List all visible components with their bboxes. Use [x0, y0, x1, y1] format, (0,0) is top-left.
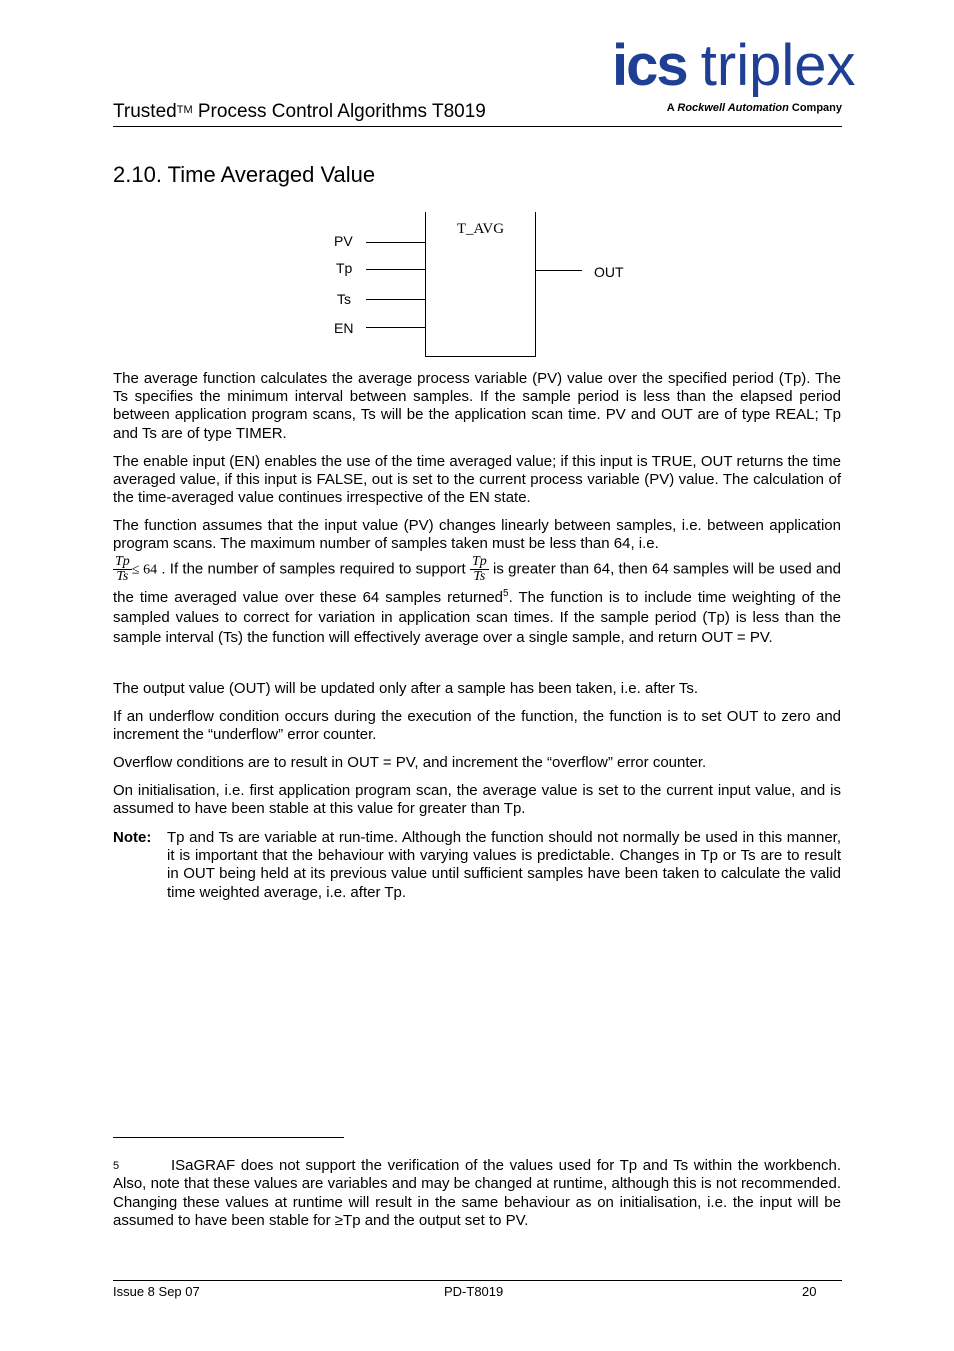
header-divider — [113, 126, 842, 127]
footer-divider — [113, 1280, 842, 1281]
output-line-out — [536, 270, 582, 271]
paragraph-5: If an underflow condition occurs during the execution of the function, the function is to set OUT to zero and increment the “underflow” error counter. — [113, 708, 841, 744]
footer-doc-id: PD-T8019 — [444, 1284, 504, 1299]
input-label-pv: PV — [334, 233, 353, 249]
paragraph-4: The output value (OUT) will be updated only after a sample has been taken, i.e. after Ts. — [113, 680, 699, 697]
paragraph-7: On initialisation, i.e. first application program scan, the average value is set to the current input value, and is assumed to have been stable at this value for greater than Tp. — [113, 782, 841, 818]
fraction-numerator: Tp — [115, 554, 130, 569]
tagline-prefix: A — [666, 102, 678, 114]
fraction-numerator-2: Tp — [471, 554, 487, 569]
document-title — [113, 100, 486, 124]
paragraph-3-part-a: The function assumes that the input value (PV) changes linearly between samples, i.e. between application program scans. The maximum number of samples taken must be less than 64, i.e. — [113, 517, 841, 553]
footnote-number: 5 — [113, 1160, 120, 1172]
paragraph-1: The average function calculates the average process variable (PV) value over the specified period (Tp). The Ts specifies the minimum interval between samples. If the sample period is less than the elapsed period between application program scans, Ts will be the application scan time. PV and OUT are of type REAL; Tp and Ts are of type TIMER. — [113, 370, 841, 442]
fraction-denominator: Ts — [116, 569, 129, 584]
less-equal-64: ≤ 64 — [131, 562, 158, 578]
note-text: Tp and Ts are variable at run-time. Although the function should not normally be used in this manner, it is important that the behaviour with varying values is predictable. Changes in Tp or Ts are to result in OUT being held at its previous value until sufficient samples have been taken to calculate the valid time weighted average, i.e. after Tp. — [167, 829, 841, 901]
section-title: 2.10. Time Averaged Value — [113, 162, 376, 187]
footnote-ref-5: 5 — [503, 588, 509, 599]
input-label-tp: Tp — [336, 260, 353, 276]
input-line-tp — [366, 269, 425, 270]
input-line-en — [366, 327, 425, 328]
tagline-suffix: Company — [788, 102, 842, 114]
paragraph-2: The enable input (EN) enables the use of the time averaged value; if this input is TRUE, OUT returns the time averaged value, if this input is FALSE, out is set to the current process variable (PV) value. The calculation of the time-averaged value continues irrespective of the EN state. — [113, 453, 841, 507]
trademark-mark: TM — [176, 104, 193, 116]
footer-issue: Issue 8 Sep 07 — [113, 1284, 200, 1299]
paragraph-3-part-c: is greater than 64, then 64 samples will be used and the time averaged value over these 64 samples returned — [113, 560, 841, 606]
title-rest: Process Control Algorithms T8019 — [192, 101, 486, 122]
paragraph-3-part-b: . If the number of samples required to support — [157, 560, 470, 578]
footer-page-number: 20 — [802, 1284, 817, 1299]
ics-triplex-logo — [612, 33, 856, 98]
input-line-pv — [366, 242, 425, 243]
footnote-text: ISaGRAF does not support the verification of the values used for Tp and Ts within the workbench. Also, note that these values are variables and may be changed at runtime, although this is not recommended. Changing these values at runtime will result in the same behaviour as on initialisation, i.e. the input will be assumed to have been stable for ≥Tp and the output set to PV. — [113, 1157, 841, 1230]
logo-tagline — [612, 102, 842, 114]
logo-ics: ics — [612, 33, 687, 98]
function-block-name: T_AVG — [456, 221, 505, 237]
title-trusted: Trusted — [113, 101, 177, 122]
paragraph-6: Overflow conditions are to result in OUT = PV, and increment the “overflow” error counter. — [113, 754, 707, 771]
input-label-ts: Ts — [337, 291, 351, 307]
note-label: Note: — [113, 829, 152, 846]
fraction-tp-over-ts-2 — [470, 555, 489, 584]
paragraph-3-part-d: . The function is to include time weighting of the sampled values to correct for variation in application scan times. If the sample period (Tp) is less than the sample interval (Ts) the function will effectively average over a single sample, and return OUT = PV. — [113, 589, 841, 646]
input-line-ts — [366, 299, 425, 300]
paragraph-3 — [113, 517, 841, 553]
footnote-divider — [113, 1137, 344, 1138]
output-label-out: OUT — [594, 264, 624, 280]
input-label-en: EN — [334, 320, 354, 336]
tagline-brand: Rockwell Automation — [677, 102, 789, 114]
fraction-tp-over-ts — [113, 555, 132, 584]
paragraph-3-formula-line — [113, 555, 841, 648]
logo-triplex: triplex — [700, 33, 856, 98]
footnote — [113, 1157, 841, 1231]
fraction-denominator-2: Ts — [473, 569, 486, 584]
